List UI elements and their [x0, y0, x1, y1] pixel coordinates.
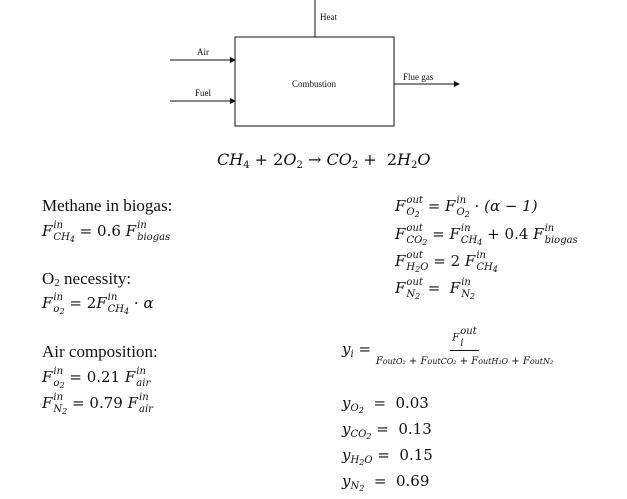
co2-out-equation: F out $CO_2$ = F in $CH_4$ + 0.4 F in biogas — [395, 222, 578, 247]
methane-equation: F in $CH_4$ = 0.6 F in biogas — [42, 219, 171, 244]
air-o2-equation: F in $o_2$ = 0.21 F in air — [42, 365, 151, 390]
o2-necessity-equation: F in $o_2$ = 2F in $CH_4$ · α — [42, 291, 154, 316]
o2-out-equation: F out $O_2$ = F in $O_2$ · (α − 1) — [395, 194, 538, 219]
mole-fraction-formula: $y_i$ = F out i FoutO₂ + FoutCO₂ + FoutH₂O + FoutN₂ — [342, 326, 554, 367]
combustion-label: Combustion — [291, 79, 337, 89]
fuel-label: Fuel — [195, 88, 212, 98]
h2o-out-equation: F out $H_2O$ = 2 F in $CH_4$ — [395, 249, 498, 274]
heat-label: Heat — [320, 12, 337, 22]
process-flow-diagram — [0, 0, 627, 140]
air-composition-heading: Air composition: — [42, 342, 158, 361]
methane-heading: Methane in biogas: — [42, 196, 173, 215]
y-h2o-row: $y_{H_2O} = 0.15$ — [342, 446, 433, 467]
flue-gas-label: Flue gas — [403, 72, 434, 82]
o2-necessity-heading: O2 necessity: — [42, 269, 132, 289]
y-co2-row: $y_{CO_2} = 0.13$ — [342, 420, 432, 441]
reaction-equation: $CH_4 + 2O_2 \to CO_2 + 2H_2O$ — [217, 150, 431, 171]
air-label: Air — [197, 47, 209, 57]
y-n2-row: $y_{N_2} = 0.69$ — [342, 472, 430, 493]
n2-out-equation: F out $N_2$ = F in $N_2$ — [395, 276, 476, 301]
y-o2-row: $y_{O_2} = 0.03$ — [342, 394, 429, 415]
air-n2-equation: F in $N_2$ = 0.79 F in air — [42, 391, 153, 416]
